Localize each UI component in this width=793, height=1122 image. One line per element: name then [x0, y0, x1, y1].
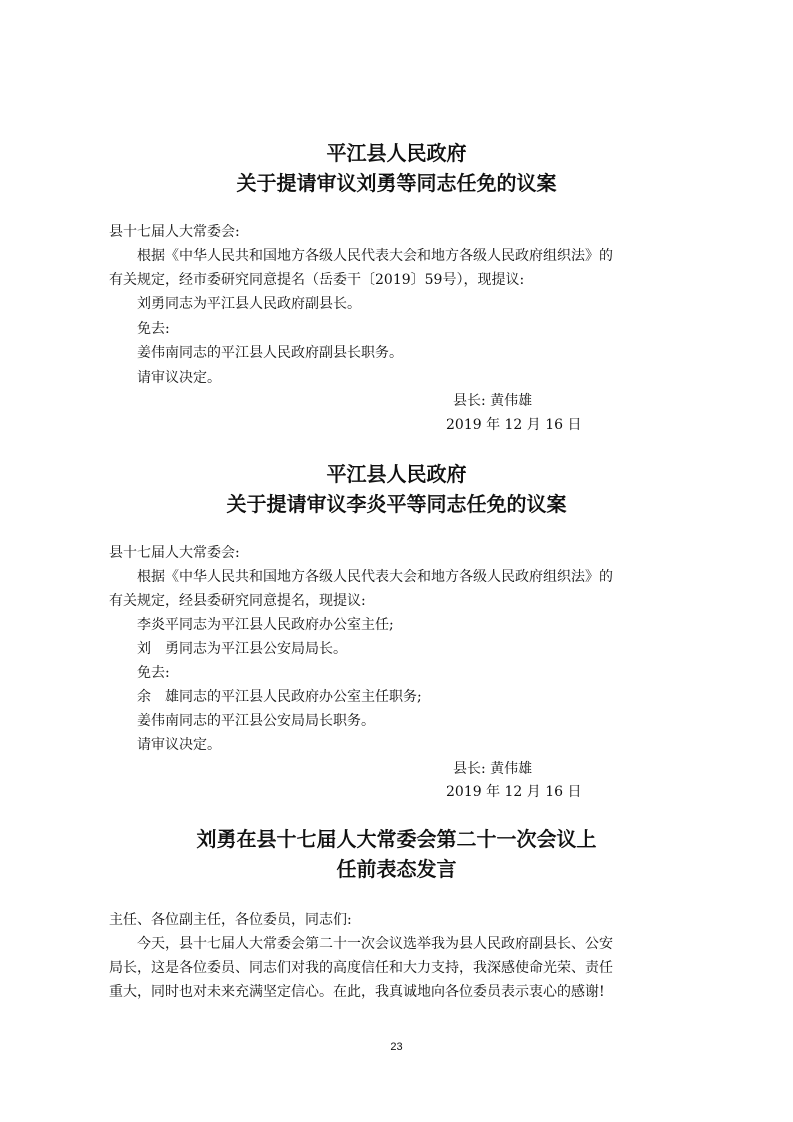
doc2-removal-2: 姜伟南同志的平江县公安局局长职务。 — [137, 713, 375, 729]
doc2-appointment-1: 李炎平同志为平江县人民政府办公室主任; — [137, 617, 394, 633]
doc1-salutation: 县十七届人大常委会: — [109, 224, 240, 240]
doc2-paragraph-line-2: 有关规定，经县委研究同意提名，现提议: — [109, 593, 366, 609]
doc2-request: 请审议决定。 — [137, 737, 221, 753]
doc3-paragraph-line-3: 重大，同时也对未来充满坚定信心。在此，我真诚地向各位委员表示衷心的感谢! — [109, 984, 605, 1000]
doc2-title-line-1: 平江县人民政府 — [326, 462, 467, 486]
doc2-salutation: 县十七届人大常委会: — [109, 545, 240, 561]
doc2-title-line-2: 关于提请审议李炎平等同志任免的议案 — [226, 492, 567, 516]
doc3-title-line-1: 刘勇在县十七届人大常委会第二十一次会议上 — [196, 827, 597, 851]
doc2-date: 2019 年 12 月 16 日 — [446, 784, 582, 800]
doc1-paragraph-line-1: 根据《中华人民共和国地方各级人民代表大会和地方各级人民政府组织法》的 — [137, 248, 613, 264]
doc3-salutation: 主任、各位副主任，各位委员，同志们: — [109, 912, 352, 928]
doc2-removal-1: 余 雄同志的平江县人民政府办公室主任职务; — [137, 689, 422, 705]
doc3-paragraph-line-1: 今天，县十七届人大常委会第二十一次会议选举我为县人民政府副县长、公安 — [137, 936, 613, 952]
doc1-title-line-1: 平江县人民政府 — [326, 141, 467, 165]
doc1-remove-label: 免去: — [137, 321, 170, 337]
doc2-signer: 县长: 黄伟雄 — [453, 761, 533, 777]
doc1-signer: 县长: 黄伟雄 — [453, 393, 533, 409]
doc1-date: 2019 年 12 月 16 日 — [446, 417, 582, 433]
doc1-request: 请审议决定。 — [137, 370, 221, 386]
doc1-title-line-2: 关于提请审议刘勇等同志任免的议案 — [236, 171, 557, 195]
doc1-removal-1: 姜伟南同志的平江县人民政府副县长职务。 — [137, 345, 403, 361]
doc2-appointment-2: 刘 勇同志为平江县公安局局长。 — [137, 641, 347, 657]
doc3-paragraph-line-2: 局长，这是各位委员、同志们对我的高度信任和大力支持，我深感使命光荣、责任 — [109, 960, 613, 976]
page-number: 23 — [390, 1041, 403, 1053]
doc1-paragraph-line-2: 有关规定，经市委研究同意提名（岳委干〔2019〕59号），现提议: — [109, 272, 525, 288]
doc1-appointment-1: 刘勇同志为平江县人民政府副县长。 — [137, 296, 361, 312]
doc3-title-line-2: 任前表态发言 — [336, 857, 457, 881]
doc2-paragraph-line-1: 根据《中华人民共和国地方各级人民代表大会和地方各级人民政府组织法》的 — [137, 569, 613, 585]
doc2-remove-label: 免去: — [137, 665, 170, 681]
